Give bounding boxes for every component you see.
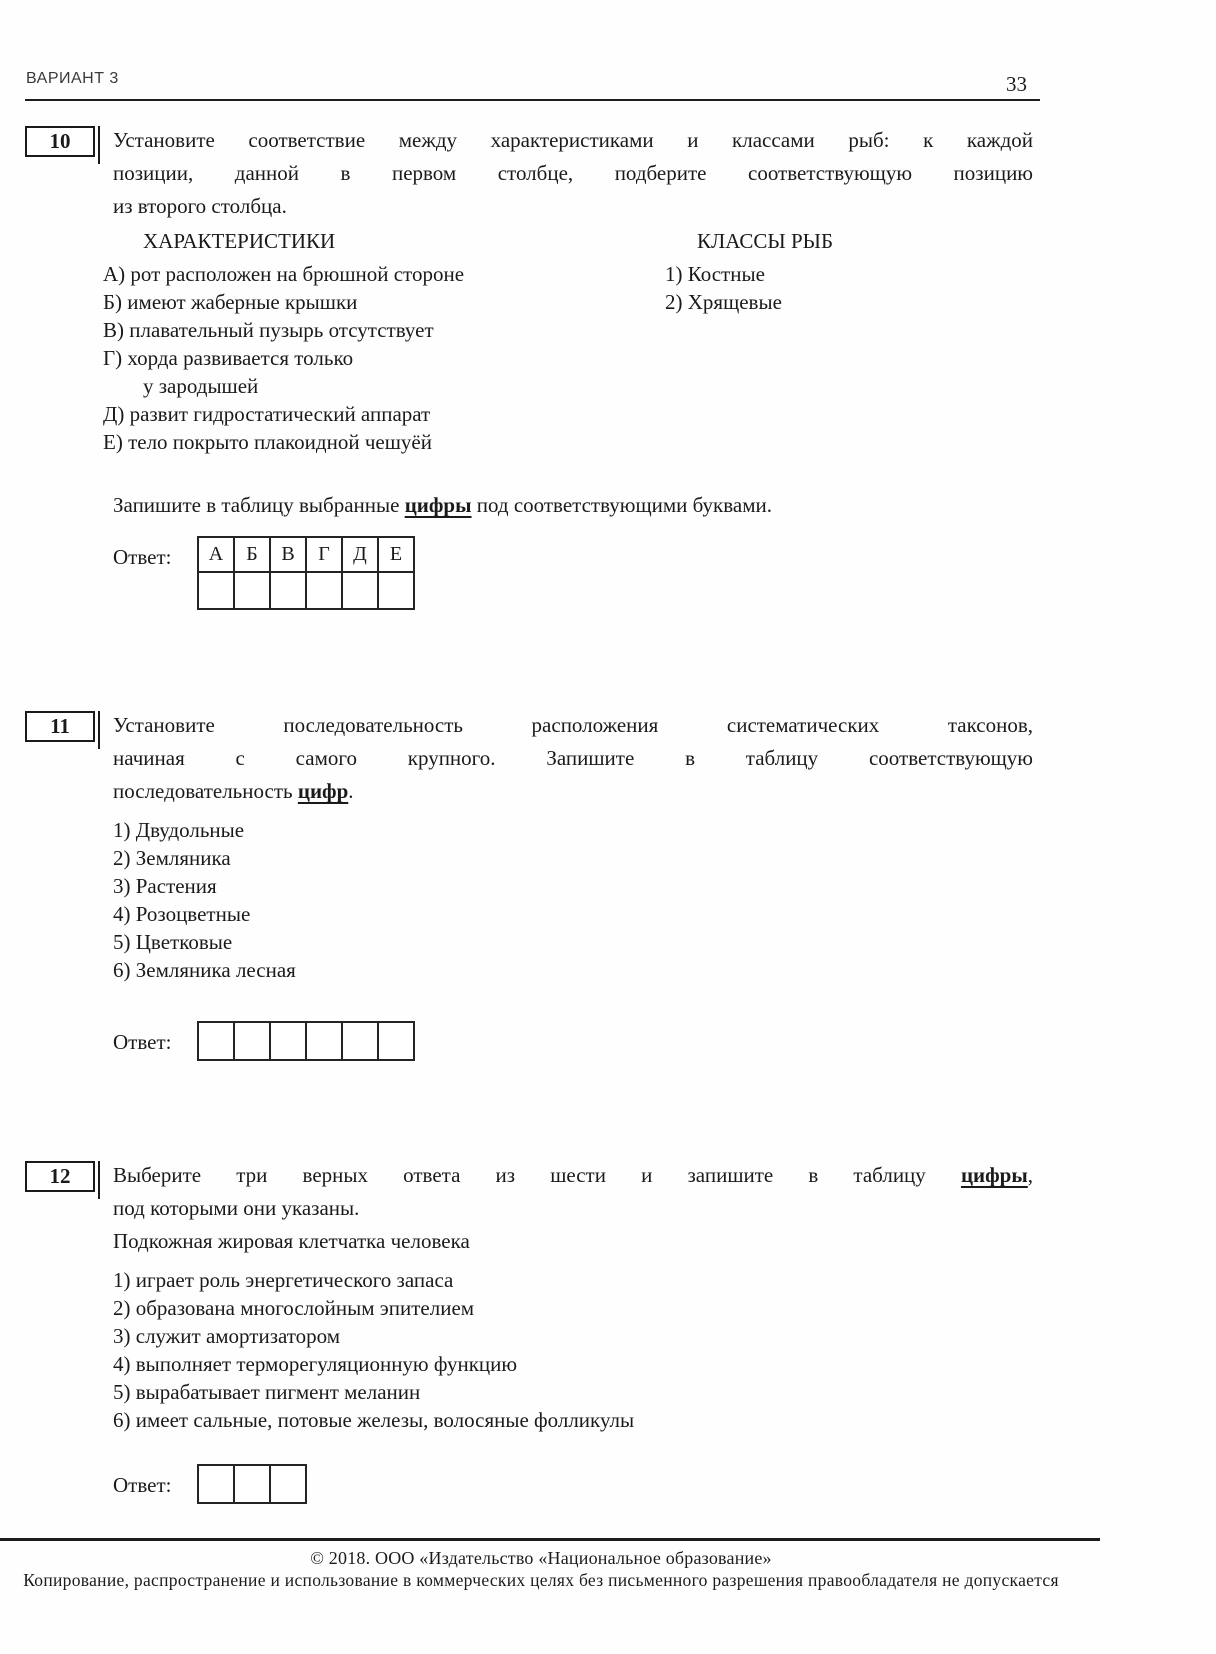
characteristic-item: Г) хорда развивается только — [103, 346, 354, 370]
question-block-10 — [25, 124, 1035, 610]
option-item: 6) Земляника лесная — [113, 958, 296, 982]
question-number-box — [25, 124, 113, 610]
characteristics-list — [103, 260, 665, 456]
option-item: 5) Цветковые — [113, 930, 233, 954]
text-line — [113, 775, 1033, 808]
text-line: под которыми они указаны. — [113, 1196, 360, 1220]
notice-line: Копирование, распространение и использование в коммерческих целях без письменного разрешения правообладателя не допускается — [23, 1570, 1059, 1590]
answer-cell — [342, 572, 378, 609]
answer-block — [113, 1464, 1033, 1504]
question-number: 11 — [25, 711, 95, 742]
option-item: 1) играет роль энергетического запаса — [113, 1268, 454, 1292]
answer-cell — [270, 572, 306, 609]
option-item: 2) Земляника — [113, 846, 231, 870]
question-number-tick — [98, 126, 100, 164]
footer-rule — [0, 1538, 1100, 1541]
answer-cell — [198, 1022, 234, 1060]
answer-block — [113, 1021, 1033, 1061]
copyright-line: © 2018. ООО «Издательство «Национальное образование» — [310, 1548, 772, 1568]
options-list — [113, 816, 1033, 984]
match-columns — [103, 225, 1033, 456]
text-line-suffix: , — [1027, 1163, 1033, 1187]
variant-label: ВАРИАНТ 3 — [26, 70, 119, 87]
answer-label: Ответ: — [113, 1030, 172, 1054]
answer-cell — [378, 572, 414, 609]
text-line — [113, 1159, 1033, 1192]
question-block-12 — [25, 1159, 1035, 1504]
options-list — [113, 1266, 1033, 1434]
footer — [0, 1547, 1082, 1591]
answer-label: Ответ: — [113, 1473, 172, 1497]
option-item: 3) Растения — [113, 874, 217, 898]
option-item: 4) Розоцветные — [113, 902, 251, 926]
question-number-box — [25, 1159, 113, 1504]
option-item: 4) выполняет терморегуляционную функцию — [113, 1352, 518, 1376]
page-number: 33 — [1006, 72, 1027, 96]
write-instruction-prefix: Запишите в таблицу выбранные — [113, 493, 405, 517]
write-instruction-keyword: цифры — [404, 493, 472, 517]
characteristic-item: В) плавательный пузырь отсутствует — [103, 318, 434, 342]
answer-cell — [234, 572, 270, 609]
answer-header-cell: Б — [234, 537, 270, 572]
option-item: 1) Двудольные — [113, 818, 245, 842]
question-number-tick — [98, 711, 100, 749]
text-line: из второго столбца. — [113, 194, 287, 218]
text-keyword: цифр — [297, 779, 349, 803]
option-item: 5) вырабатывает пигмент меланин — [113, 1380, 421, 1404]
characteristic-item-continuation: у зародышей — [143, 374, 259, 398]
question-number: 10 — [25, 126, 95, 157]
classes-header: КЛАССЫ РЫБ — [697, 229, 833, 253]
question-text — [113, 1159, 1033, 1258]
answer-cell — [234, 1022, 270, 1060]
header-rule — [25, 99, 1040, 101]
question-number-box — [25, 709, 113, 1061]
answer-cell — [306, 572, 342, 609]
option-item: 6) имеет сальные, потовые железы, волосяные фолликулы — [113, 1408, 635, 1432]
characteristic-item: Б) имеют жаберные крышки — [103, 290, 358, 314]
answer-header-cell: Г — [306, 537, 342, 572]
text-keyword: цифры — [960, 1163, 1028, 1187]
question-block-11 — [25, 709, 1035, 1061]
text-line: Установите последовательность расположения систематических таксонов, — [113, 713, 1033, 737]
answer-header-cell: В — [270, 537, 306, 572]
text-line-prefix: последовательность — [113, 779, 298, 803]
question-number-tick — [98, 1161, 100, 1199]
characteristic-item: Д) развит гидростатический аппарат — [103, 402, 431, 426]
option-item: 2) образована многослойным эпителием — [113, 1296, 475, 1320]
characteristics-header: ХАРАКТЕРИСТИКИ — [143, 229, 336, 253]
write-instruction — [113, 489, 1033, 522]
answer-cell — [306, 1022, 342, 1060]
answer-cell — [378, 1022, 414, 1060]
text-line: Установите соответствие между характеристиками и классами рыб: к каждой — [113, 128, 1033, 152]
answer-cell — [234, 1465, 270, 1503]
class-item: 1) Костные — [665, 262, 765, 286]
answer-header-cell: Е — [378, 537, 414, 572]
answer-cell — [198, 572, 234, 609]
question-number: 12 — [25, 1161, 95, 1192]
classes-list — [665, 260, 782, 456]
answer-cell — [270, 1022, 306, 1060]
text-line: позиции, данной в первом столбце, подберите соответствующую позицию — [113, 161, 1033, 185]
answer-header-cell: А — [198, 537, 234, 572]
subject-line: Подкожная жировая клетчатка человека — [113, 1229, 470, 1253]
text-line: начиная с самого крупного. Запишите в таблицу соответствующую — [113, 746, 1033, 770]
question-text — [113, 709, 1033, 808]
class-item: 2) Хрящевые — [665, 290, 782, 314]
answer-cell — [342, 1022, 378, 1060]
text-line-prefix: Выберите три верных ответа из шести и запишите в таблицу — [113, 1163, 961, 1187]
answer-table — [197, 1464, 307, 1504]
option-item: 3) служит амортизатором — [113, 1324, 341, 1348]
answer-block — [113, 536, 1033, 610]
answer-header-cell: Д — [342, 537, 378, 572]
write-instruction-suffix: под соответствующими буквами. — [471, 493, 772, 517]
answer-label: Ответ: — [113, 545, 172, 569]
question-text — [113, 124, 1033, 223]
answer-cell — [270, 1465, 306, 1503]
characteristic-item: Е) тело покрыто плакоидной чешуёй — [103, 430, 432, 454]
answer-table — [197, 536, 415, 610]
text-line-suffix: . — [348, 779, 354, 803]
answer-cell — [198, 1465, 234, 1503]
characteristic-item: А) рот расположен на брюшной стороне — [103, 262, 465, 286]
answer-table — [197, 1021, 415, 1061]
